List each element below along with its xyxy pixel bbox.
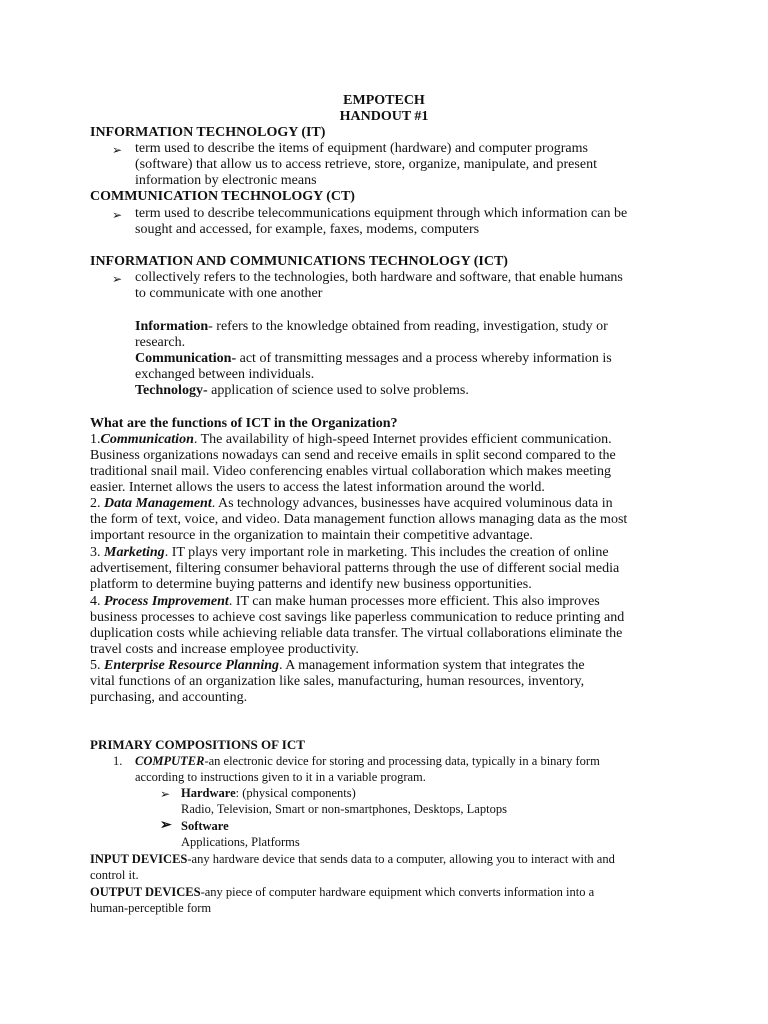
function-line: Business organizations nowadays can send and receive emails in split second compared to the [90, 448, 616, 463]
output-devices-definition-cont: human-perceptible form [90, 901, 212, 915]
compositions-heading: PRIMARY COMPOSITIONS OF ICT [90, 737, 305, 752]
hardware-item: Hardware: (physical components) [181, 786, 356, 800]
hardware-examples: Radio, Television, Smart or non-smartphones, Desktops, Laptops [181, 802, 507, 816]
function-item-data-management: 2. Data Management. As technology advances, businesses have acquired voluminous data in [90, 496, 613, 511]
ict-bullet-line: to communicate with one another [135, 286, 323, 301]
definition-technology: Technology- application of science used to solve problems. [135, 383, 469, 398]
output-devices-definition: OUTPUT DEVICES-any piece of computer hardware equipment which converts information into a [90, 885, 595, 899]
definition-information: Information- refers to the knowledge obtained from reading, investigation, study or [135, 319, 608, 334]
input-devices-definition: INPUT DEVICES-any hardware device that sends data to a computer, allowing you to interact with and [90, 852, 615, 866]
ct-bullet-line: term used to describe telecommunications equipment through which information can be [135, 206, 628, 221]
function-item-communication: 1.Communication. The availability of high-speed Internet provides efficient communication. [90, 432, 612, 447]
function-line: the form of text, voice, and video. Data management function allows managing data as the most [90, 512, 628, 527]
function-line: vital functions of an organization like sales, manufacturing, human resources, inventory, [90, 674, 585, 689]
function-item-erp: 5. Enterprise Resource Planning. A management information system that integrates the [90, 658, 585, 673]
it-bullet-line: (software) that allow us to access retrieve, store, organize, manipulate, and present [135, 157, 597, 172]
definition-information-cont: research. [135, 335, 186, 350]
function-line: business processes to achieve cost savings like paperless communication to reduce printing and [90, 610, 625, 625]
it-heading: INFORMATION TECHNOLOGY (IT) [90, 125, 326, 140]
function-line: travel costs and increase employee productivity. [90, 642, 359, 657]
definition-communication-cont: exchanged between individuals. [135, 367, 315, 382]
function-line: duplication costs while achieving reliable data transfer. The virtual collaborations eliminate the [90, 626, 623, 641]
function-item-marketing: 3. Marketing. IT plays very important role in marketing. This includes the creation of online [90, 545, 609, 560]
software-examples: Applications, Platforms [181, 835, 300, 849]
arrow-bullet-icon: ➢ [160, 787, 171, 801]
ct-heading: COMMUNICATION TECHNOLOGY (CT) [90, 189, 355, 204]
ict-bullet-line: collectively refers to the technologies, both hardware and software, that enable humans [135, 270, 623, 285]
input-devices-definition-cont: control it. [90, 868, 139, 882]
function-line: important resource in the organization to maintain their competitive advantage. [90, 528, 533, 543]
function-line: platform to determine buying patterns and identify new business opportunities. [90, 577, 532, 592]
arrow-bullet-icon: ➢ [112, 143, 123, 157]
arrow-bullet-icon: ➢ [160, 818, 172, 833]
list-number: 1. [113, 754, 123, 768]
function-item-process-improvement: 4. Process Improvement. IT can make human processes more efficient. This also improves [90, 594, 600, 609]
computer-definition-cont: according to instructions given to it in a variable program. [135, 770, 426, 784]
function-line: easier. Internet allows the users to access the latest information around the world. [90, 480, 545, 495]
function-line: purchasing, and accounting. [90, 690, 248, 705]
it-bullet-line: term used to describe the items of equipment (hardware) and computer programs [135, 141, 588, 156]
computer-definition: COMPUTER-an electronic device for storing and processing data, typically in a binary form [135, 754, 600, 768]
ict-heading: INFORMATION AND COMMUNICATIONS TECHNOLOGY (ICT) [90, 254, 508, 269]
function-line: advertisement, filtering consumer behavioral patterns through the use of different social media [90, 561, 620, 576]
functions-question: What are the functions of ICT in the Organization? [90, 416, 398, 431]
arrow-bullet-icon: ➢ [112, 272, 123, 286]
document-title: EMPOTECH [343, 93, 425, 108]
software-item: Software [181, 819, 229, 833]
arrow-bullet-icon: ➢ [112, 208, 123, 222]
definition-communication: Communication- act of transmitting messages and a process whereby information is [135, 351, 612, 366]
ct-bullet-line: sought and accessed, for example, faxes, modems, computers [135, 222, 480, 237]
function-line: traditional snail mail. Video conferencing enables virtual collaboration which makes meeting [90, 464, 612, 479]
it-bullet-line: information by electronic means [135, 173, 317, 188]
document-subtitle: HANDOUT #1 [339, 109, 429, 124]
